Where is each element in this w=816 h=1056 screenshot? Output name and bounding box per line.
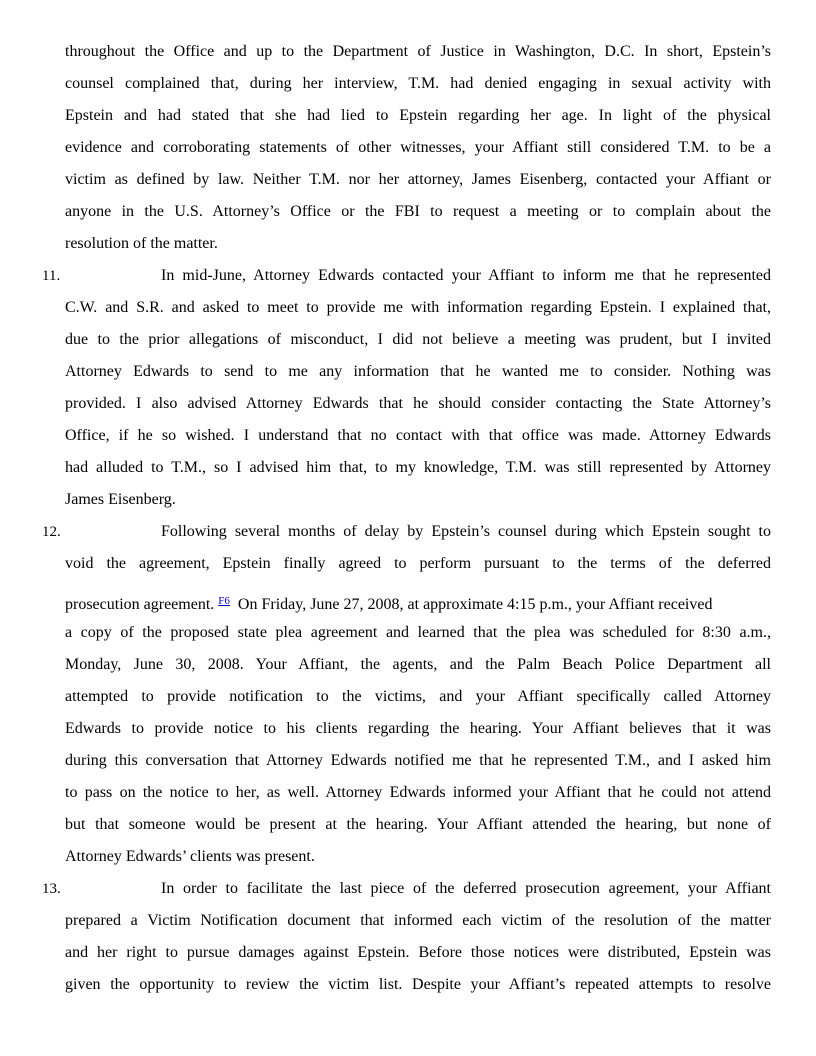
text-line: a copy of the proposed state plea agreement and learned that the plea was scheduled for 8:30 a.m.,: [65, 624, 771, 641]
text-line: given the opportunity to review the victim list. Despite your Affiant’s repeated attempts to resolve: [65, 976, 771, 993]
text-line: attempted to provide notification to the victims, and your Affiant specifically called Attorney: [65, 688, 771, 705]
text-line: Office, if he so wished. I understand that no contact with that office was made. Attorney Edwards: [65, 427, 771, 444]
text-line: In order to facilitate the last piece of the deferred prosecution agreement, your Affiant: [161, 880, 771, 897]
text-line: In mid-June, Attorney Edwards contacted your Affiant to inform me that he represented: [161, 267, 771, 284]
text-line: throughout the Office and up to the Department of Justice in Washington, D.C. In short, Epstein’s: [65, 43, 771, 60]
text-line: resolution of the matter.: [65, 235, 218, 252]
text-line: C.W. and S.R. and asked to meet to provide me with information regarding Epstein. I explained that,: [65, 299, 771, 316]
text-line: provided. I also advised Attorney Edwards that he should consider contacting the State Attorney’s: [65, 395, 771, 412]
text-line: but that someone would be present at the hearing. Your Affiant attended the hearing, but none of: [65, 816, 771, 833]
text-line: Attorney Edwards’ clients was present.: [65, 848, 315, 865]
text-line: due to the prior allegations of misconduct, I did not believe a meeting was prudent, but I invited: [65, 331, 771, 348]
text-line: void the agreement, Epstein finally agreed to perform pursuant to the terms of the deferred: [65, 555, 771, 572]
text-line: and her right to pursue damages against Epstein. Before those notices were distributed, Epstein was: [65, 944, 771, 961]
paragraph-number: 12.: [42, 524, 61, 540]
text-line: anyone in the U.S. Attorney’s Office or the FBI to request a meeting or to complain about the: [65, 203, 771, 220]
text-line: Epstein and had stated that she had lied to Epstein regarding her age. In light of the physical: [65, 107, 771, 124]
text-line: [65, 585, 771, 617]
text-line: during this conversation that Attorney Edwards notified me that he represented T.M., and I asked him: [65, 752, 771, 769]
text-line: Monday, June 30, 2008. Your Affiant, the agents, and the Palm Beach Police Department all: [65, 656, 771, 673]
text-line: prepared a Victim Notification document that informed each victim of the resolution of the matter: [65, 912, 771, 929]
text-segment: On Friday, June 27, 2008, at approximate 4:15 p.m., your Affiant received: [237, 596, 713, 613]
text-line: Attorney Edwards to send to me any information that he wanted me to consider. Nothing was: [65, 363, 771, 380]
text-line: Edwards to provide notice to his clients regarding the hearing. Your Affiant believes that it was: [65, 720, 771, 737]
text-line: to pass on the notice to her, as well. Attorney Edwards informed your Affiant that he could not attend: [65, 784, 771, 801]
paragraph-number: 13.: [42, 881, 61, 897]
paragraph-number: 11.: [42, 268, 61, 284]
text-segment: prosecution agreement.: [65, 596, 215, 613]
text-line: evidence and corroborating statements of other witnesses, your Affiant still considered T.M. to be a: [65, 139, 771, 156]
text-line: Following several months of delay by Epstein’s counsel during which Epstein sought to: [161, 523, 771, 540]
text-line: counsel complained that, during her interview, T.M. had denied engaging in sexual activity with: [65, 75, 771, 92]
text-line: had alluded to T.M., so I advised him that, to my knowledge, T.M. was still represented by Attorney: [65, 459, 771, 476]
footnote-link[interactable]: F6: [218, 595, 230, 607]
text-line: James Eisenberg.: [65, 491, 176, 508]
text-line: victim as defined by law. Neither T.M. nor her attorney, James Eisenberg, contacted your Affiant or: [65, 171, 771, 188]
